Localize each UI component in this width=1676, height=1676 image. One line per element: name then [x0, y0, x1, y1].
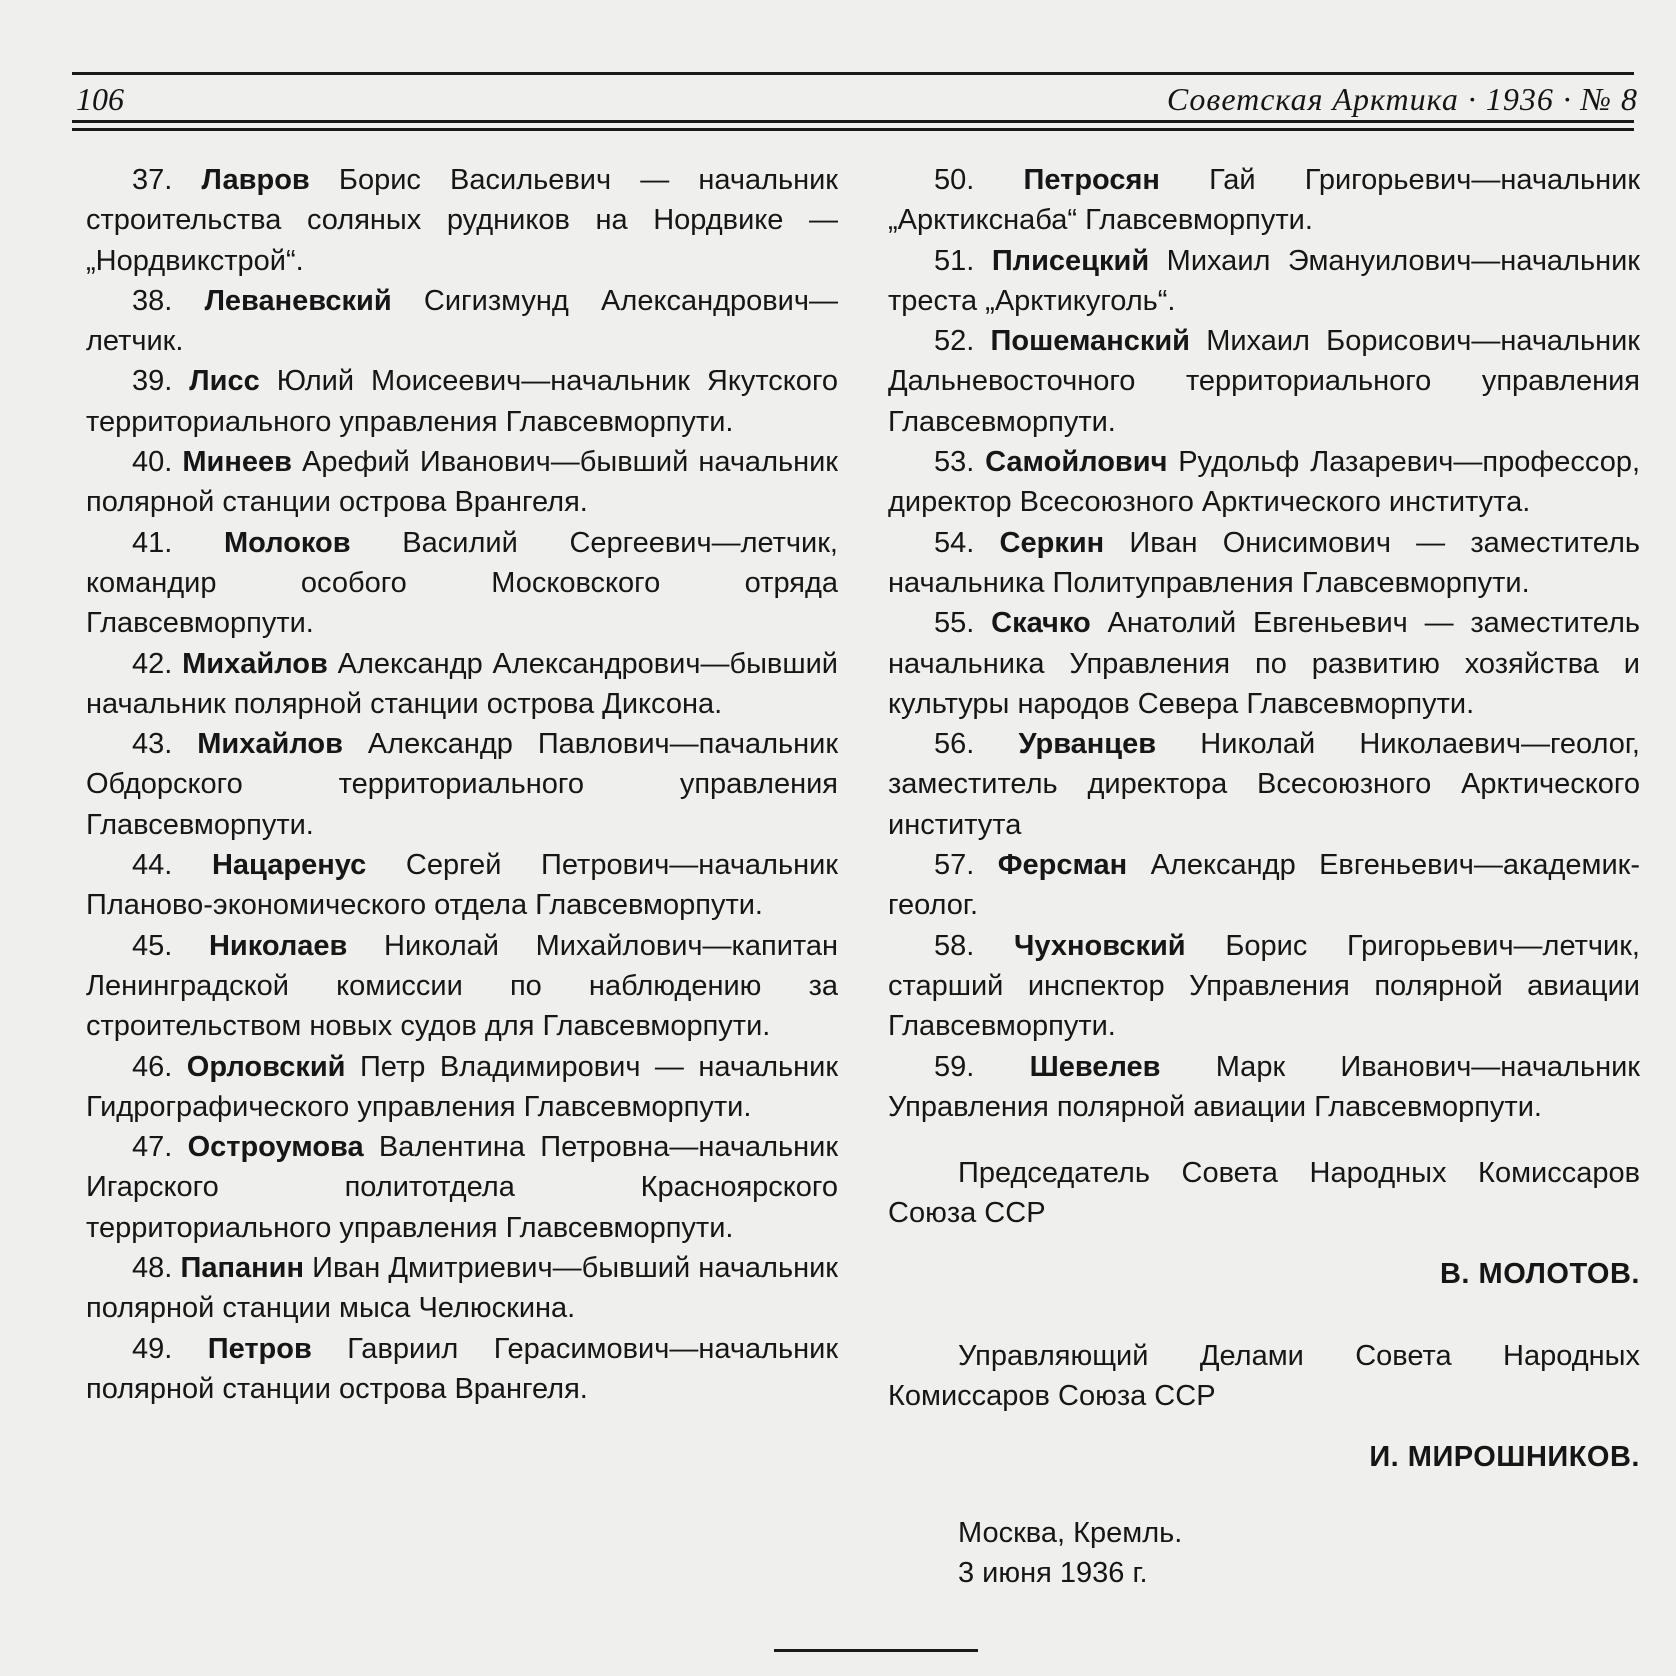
- entry-number: 37.: [132, 164, 173, 196]
- entry-description: Николай Михайлович—капитан Ленинградской комиссии по наблюдению за строительством новых судов для Главсевморпути.: [86, 929, 838, 1043]
- list-entry: [86, 1127, 838, 1248]
- entry-description: Борис Григорьевич—летчик, старший инспектор Управления полярной авиации Главсевморпути.: [888, 929, 1640, 1043]
- entry-description: Анатолий Евгеньевич — заместитель начальника Управления по развитию хозяйства и культуры народов Севера Главсевморпути.: [888, 607, 1641, 720]
- chairman-name: В. МОЛОТОВ.: [1439, 1257, 1640, 1290]
- page-number: 106: [76, 81, 124, 117]
- entry-surname: Михайлов: [197, 728, 343, 761]
- entry-number: 46.: [132, 1050, 173, 1083]
- date: 3 июня 1936 г.: [958, 1556, 1148, 1589]
- journal-running-head: Советская Арктика · 1936 · № 8: [1166, 81, 1638, 117]
- entry-description: Александр Павлович—пачальник Обдорского территориального управления Главсевморпути.: [86, 728, 839, 841]
- entry-surname: Лисс: [189, 365, 260, 398]
- list-entry: [888, 523, 1640, 604]
- entry-surname: Нацаренус: [211, 849, 367, 882]
- entry-number: 45.: [132, 929, 173, 962]
- entry-number: 44.: [132, 849, 173, 882]
- entry-surname: Орловский: [186, 1050, 346, 1083]
- list-entry: [86, 523, 838, 644]
- entry-number: 40.: [132, 446, 173, 479]
- chairman-role: Председатель Совета Народных Комиссаров Союза ССР: [888, 1157, 1640, 1230]
- list-entry: [888, 160, 1640, 241]
- entry-number: 53.: [934, 446, 975, 479]
- entry-surname: Лавров: [201, 164, 310, 196]
- list-entry: [86, 160, 838, 281]
- list-entry: [86, 724, 838, 845]
- entry-number: 38.: [132, 284, 173, 317]
- entry-description: Михаил Борисович—начальник Дальневосточного территориального управления Главсевморпути.: [888, 325, 1640, 438]
- manager-name: И. МИРОШНИКОВ.: [1369, 1440, 1640, 1473]
- right-entries: [888, 160, 1640, 1127]
- list-entry: [86, 1329, 838, 1410]
- list-entry: [888, 926, 1640, 1047]
- entry-description: Сергей Петрович—начальник Планово-экономического отдела Главсевморпути.: [86, 849, 838, 922]
- entry-surname: Николаев: [208, 929, 348, 962]
- entry-number: 56.: [934, 728, 975, 761]
- entry-number: 42.: [132, 647, 173, 680]
- list-entry: [888, 724, 1640, 845]
- entry-description: Гавриил Герасимович—начальник полярной станции острова Врангеля.: [86, 1332, 839, 1405]
- entry-description: Александр Евгеньевич—академик-геолог.: [888, 849, 1640, 922]
- entry-description: Василий Сергеевич—летчик, командир особого Московского отряда Главсевморпути.: [86, 526, 838, 640]
- list-entry: [86, 361, 838, 442]
- entry-number: 51.: [934, 244, 975, 277]
- entry-description: Рудольф Лазаревич—профессор, директор Всесоюзного Арктического института.: [888, 446, 1641, 519]
- list-entry: [888, 1047, 1640, 1128]
- entry-surname: Папанин: [180, 1252, 304, 1285]
- header-bottom-rule: [72, 120, 1634, 123]
- entry-number: 52.: [934, 325, 975, 358]
- entry-surname: Петросян: [1023, 164, 1160, 196]
- list-entry: [86, 926, 838, 1047]
- entry-surname: Урванцев: [1018, 728, 1157, 761]
- list-entry: [86, 644, 838, 725]
- entry-number: 49.: [132, 1332, 173, 1365]
- entry-surname: Леваневский: [204, 284, 392, 317]
- entry-surname: Молоков: [224, 526, 351, 559]
- list-entry: [888, 241, 1640, 322]
- place: Москва, Кремль.: [958, 1516, 1183, 1549]
- manager-role: Управляющий Делами Совета Народных Комиссаров Союза ССР: [888, 1340, 1640, 1413]
- entry-description: Александр Александрович—бывший начальник полярной станции острова Диксона.: [86, 647, 838, 720]
- list-entry: [888, 321, 1640, 442]
- entry-surname: Самойлович: [985, 446, 1168, 479]
- entry-description: Гай Григорьевич—начальник „Арктикснаба“ Главсевморпути.: [888, 164, 1641, 237]
- entry-number: 54.: [934, 526, 975, 559]
- entry-number: 47.: [132, 1131, 173, 1164]
- entry-surname: Петров: [207, 1332, 312, 1365]
- entry-number: 41.: [132, 526, 173, 559]
- entry-description: Михаил Эмануилович—начальник треста „Арктикуголь“.: [888, 244, 1640, 317]
- place-and-date: [888, 1513, 1640, 1593]
- list-entry: [86, 845, 838, 926]
- entry-surname: Ферсман: [997, 849, 1128, 882]
- header-top-rule: [72, 72, 1634, 75]
- entry-surname: Пошеманский: [990, 325, 1191, 358]
- signature-block: [888, 1153, 1640, 1593]
- entry-description: Петр Владимирович — начальник Гидрографического управления Главсевморпути.: [86, 1050, 839, 1123]
- entry-number: 59.: [934, 1050, 975, 1083]
- entry-surname: Шевелев: [1029, 1050, 1161, 1083]
- header-bottom-rule-double: [72, 128, 1634, 131]
- entry-description: Валентина Петровна—начальник Игарского политотдела Красноярского территориального управления Главсевморпути.: [86, 1131, 839, 1244]
- entry-surname: Скачко: [991, 607, 1091, 640]
- entry-description: Иван Онисимович — заместитель начальника Политуправления Главсевморпути.: [888, 526, 1640, 599]
- entry-description: Николай Николаевич—геолог, заместитель директора Всесоюзного Арктического института: [888, 728, 1640, 841]
- list-entry: [86, 1047, 838, 1128]
- list-entry: [86, 281, 838, 362]
- entry-number: 57.: [934, 849, 975, 882]
- entry-surname: Чухновский: [1014, 929, 1186, 962]
- entry-number: 55.: [934, 607, 975, 640]
- entry-surname: Серкин: [999, 526, 1105, 559]
- entry-surname: Минеев: [182, 446, 292, 479]
- left-column: [86, 160, 838, 1409]
- list-entry: [888, 603, 1640, 724]
- entry-number: 58.: [934, 929, 975, 962]
- entry-number: 43.: [132, 728, 173, 761]
- right-column: [888, 160, 1640, 1593]
- list-entry: [888, 442, 1640, 523]
- entry-description: Арефий Иванович—бывший начальник полярной станции острова Врангеля.: [86, 446, 838, 519]
- entry-description: Иван Дмитриевич—бывший начальник полярной станции мыса Челюскина.: [86, 1252, 838, 1325]
- footer-rule: [774, 1649, 978, 1652]
- entry-description: Сигизмунд Александрович—летчик.: [86, 284, 838, 358]
- list-entry: [888, 845, 1640, 926]
- entry-surname: Плисецкий: [991, 244, 1150, 277]
- entry-description: Борис Васильевич — начальник строительства соляных рудников на Нордвике — „Нордвикстрой“.: [86, 164, 838, 277]
- entry-number: 39.: [132, 365, 173, 398]
- list-entry: [86, 1248, 838, 1329]
- entry-description: Марк Иванович—начальник Управления полярной авиации Главсевморпути.: [888, 1050, 1640, 1123]
- entry-number: 48.: [132, 1252, 173, 1285]
- entry-surname: Остроумова: [187, 1131, 364, 1164]
- entry-number: 50.: [934, 164, 975, 196]
- entry-surname: Михайлов: [182, 647, 328, 680]
- entry-description: Юлий Моисеевич—начальник Якутского территориального управления Главсевморпути.: [86, 365, 839, 438]
- list-entry: [86, 442, 838, 523]
